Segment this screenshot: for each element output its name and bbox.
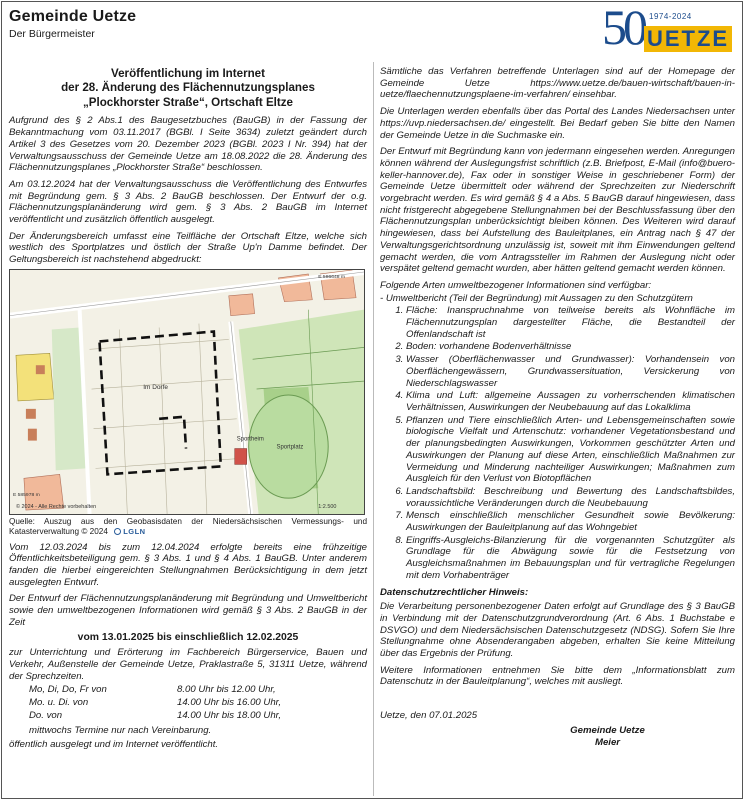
paragraph: Sämtliche das Verfahren betreffende Unterlagen sind auf der Homepage der Gemeinde Uetze https://www.uetze.de/bauen-wirtschaft/bauen-in-uetze/flaechennutzungsplaene-im-verfahren/ einsehbar. bbox=[380, 66, 735, 101]
map-source-text: Quelle: Auszug aus den Geobasisdaten der Niedersächsischen Vermessungs- und Katasterverwaltung bbox=[9, 516, 367, 536]
hours-time: 8.00 Uhr bis 12.00 Uhr, bbox=[177, 684, 276, 696]
lgln-text: LGLN bbox=[123, 526, 146, 536]
paragraph: Die Verarbeitung personenbezogener Daten erfolgt auf Grundlage des § 3 BauGB in Verbindung mit der Datenschutzgrundverordnung (Art. 6 Abs. 1 Buchstabe e DSVGO) und dem Niedersächsischen Datenschutzgesetz (NDSG). Sofern Sie Ihre Stellungnahme ohne Absenderangaben abgeben, erhalten Sie keine Mitteilung über das Ergebnis der Prüfung. bbox=[380, 601, 735, 660]
list-item: 3. Wasser (Oberflächenwasser und Grundwasser): Vorhandensein von Oberflächengewässern, Grundwassersituation, Versickerung von Niederschlagswasser bbox=[406, 354, 735, 389]
privacy-heading: Datenschutzrechtlicher Hinweis: bbox=[380, 586, 529, 598]
list-item: 5. Pflanzen und Tiere einschließlich Arten- und Lebensgemeinschaften sowie biologische Vielfalt und Artenschutz: vorhandener Vegetationsbestand und der planungsbedingten Auswirkungen, Vorkommen geschützter Arten und Auswirkungen der Planung auf diese Arten, einschließlich Maßnahmen zur Vermeidung und Minderung nachteiliger Auswirkungen; Maßnahmen zum Ausgleich für den Verlust von Biotopflächen bbox=[406, 415, 735, 485]
map-label-sportplatz: Sportplatz bbox=[276, 444, 304, 451]
area-map bbox=[9, 269, 365, 515]
signature-name: Meier bbox=[594, 736, 621, 748]
uetze-logo bbox=[602, 0, 734, 58]
map-drawing bbox=[10, 270, 364, 514]
hours-time: 14.00 Uhr bis 18.00 Uhr, bbox=[177, 710, 281, 722]
map-label-sportheim: Sportheim bbox=[236, 436, 264, 443]
date-line: Uetze, den 07.01.2025 bbox=[380, 710, 478, 722]
list-item: 7. Mensch einschließlich menschlicher Gesundheit sowie Bevölkerung: Auswirkungen der Bauleitplanung auf das Wohngebiet bbox=[406, 510, 735, 533]
logo-years: 1974-2024 bbox=[649, 12, 692, 21]
paragraph: Vom 12.03.2024 bis zum 12.04.2024 erfolgte bereits eine frühzeitige Öffentlichkeitsbeteiligung gem. § 3 Abs. 1 und § 4 Abs. 1 BauGB. Unter anderem fanden die hierbei eingereichten Stellungnahmen Berücksichtigung in dem jetzt ausgelegten Entwurf. bbox=[9, 541, 367, 588]
hours-days: Mo, Di, Do, Fr von bbox=[29, 684, 107, 696]
office-hours-table bbox=[29, 684, 337, 723]
title-line-2: der 28. Änderung des Flächennutzungsplanes bbox=[61, 81, 315, 95]
map-copyright: © 2024 - Alle Rechte vorbehalten bbox=[15, 503, 97, 510]
paragraph: Die Unterlagen werden ebenfalls über das Portal des Landes Niedersachsen unter https://uvp.niedersachsen.de/ eingestellt. Bei Bedarf geben Sie bitte den Namen der Gemeinde Uetze in die Suchmaske ein. bbox=[380, 106, 735, 141]
logo-number: 50 bbox=[602, 0, 644, 55]
right-column bbox=[380, 66, 735, 748]
notice-title bbox=[9, 67, 367, 110]
period-highlight: vom 13.01.2025 bis einschließlich 12.02.2025 bbox=[77, 631, 299, 643]
map-coordinate: E 585978 m bbox=[12, 493, 40, 499]
lgln-logo bbox=[114, 527, 145, 536]
paragraph: - Umweltbericht (Teil der Begründung) mit Aussagen zu den Schutzgütern bbox=[380, 292, 693, 304]
map-label-village: Im Dorfe bbox=[143, 383, 168, 391]
map-coordinate: E 586648 m bbox=[318, 274, 346, 280]
hours-row bbox=[29, 710, 337, 723]
hours-time: 14.00 Uhr bis 16.00 Uhr, bbox=[177, 697, 281, 709]
paragraph: öffentlich ausgelegt und im Internet veröffentlicht. bbox=[9, 738, 219, 750]
title-line-3: „Plockhorster Straße“, Ortschaft Eltze bbox=[82, 95, 294, 109]
paragraph: Der Änderungsbereich umfasst eine Teilfläche der Ortschaft Eltze, welche sich westlich des Sportplatzes und östlich der Straße Up'n Damme befindet. Der Geltungsbereich ist nachstehend abgedruckt: bbox=[9, 230, 367, 266]
list-item: 1. Fläche: Inanspruchnahme von teilweise bereits als Wohnfläche im Flächennutzungsplan dargestellter Fläche, die Bestandteil der Offenlandschaft ist bbox=[406, 305, 735, 340]
list-item: 8. Eingriffs-Ausgleichs-Bilanzierung für die vorgenannten Schutzgüter als Grundlage für die Abwägung sowie für die Festsetzung von Ausgleichsmaßnahmen im Bebauungsplan und für vertragliche Regelungen mit dem Vorhabenträger bbox=[406, 535, 735, 582]
list-item: 2. Boden: vorhandene Bodenverhältnisse bbox=[406, 341, 735, 353]
paragraph: Der Entwurf der Flächennutzungsplanänderung mit Begründung und Umweltbericht sowie den umweltbezogenen Informationen wird gemäß § 3 Abs. 2 BauGB in der Zeit bbox=[9, 593, 367, 628]
signature-org: Gemeinde Uetze bbox=[570, 724, 645, 736]
wednesday-note: mittwochs Termine nur nach Vereinbarung. bbox=[29, 725, 212, 737]
paragraph: Aufgrund des § 2 Abs.1 des Baugesetzbuches (BauGB) in der Fassung der Bekanntmachung vom 03.11.2017 (BGBl. I Seite 3634) zuletzt geändert durch Artikel 3 des Gesetzes vom 20. Dezember 2023 (BGBl. 2023 I Nr. 394) hat der Verwaltungsausschuss der Gemeinde Uetze am 18.08.2022 die 28. Änderung des Flächennutzungsplanes „Plockhorster Straße“ beschlossen. bbox=[9, 115, 367, 174]
environment-list bbox=[406, 305, 735, 581]
left-column bbox=[9, 66, 367, 756]
hours-row bbox=[29, 684, 337, 697]
paragraph: Der Entwurf mit Begründung kann von jedermann eingesehen werden. Anregungen können während der Auslegungsfrist schriftlich (z.B. Briefpost, E-Mail (info@buero-keller-hannover.de), Fax oder in sonstiger Weise in geschriebener Form) der Gemeinde Uetze übermittelt oder während der Sprechzeiten zur Niederschrift vorgebracht werden. Es wird gemäß § 4 a Abs. 5 BauGB darauf hingewiesen, dass nicht fristgerecht abgegebene Stellungnahmen bei der Beschlussfassung über den Flächennutzungsplan unberücksichtigt bleiben können. Des Weiteren wird darauf hingewiesen, dass bei Aufstellung des Bauleitplanes, ein Antrag nach § 47 der Verwaltungsgerichtsordnung unzulässig ist, soweit mit ihm Einwendungen geltend gemacht werden, die vom Antragssteller im Rahmen der Auslegung nicht oder verspätet geltend gemacht wurden, aber hätten geltend gemacht werden können. bbox=[380, 146, 735, 275]
paragraph: Weitere Informationen entnehmen Sie bitte dem „Informationsblatt zum Datenschutz in der Bauleitplanung“, welches mit ausliegt. bbox=[380, 664, 735, 688]
map-source-year: © 2024 bbox=[81, 526, 108, 536]
hours-days: Do. von bbox=[29, 710, 63, 722]
map-scale: 1:2.500 bbox=[318, 503, 337, 510]
paragraph: Am 03.12.2024 hat der Verwaltungsausschuss die Veröffentlichung des Entwurfes mit Begründung gem. § 3 Abs. 2 BauGB beschlossen. Der Entwurf der o.g. Flächennutzungsplanänderung wird gem. § 3 Abs. 2 BauGB im Internet veröffentlicht und zusätzlich öffentlich ausgelegt. bbox=[9, 178, 367, 226]
logo-name: UETZE bbox=[644, 26, 732, 52]
list-item: 4. Klima und Luft: allgemeine Aussagen zu vorherrschenden klimatischen Verhältnissen, Auswirkungen der Neubebauung auf das Lokalklima bbox=[406, 390, 735, 413]
paragraph: Folgende Arten umweltbezogener Informationen sind verfügbar: bbox=[380, 279, 652, 291]
header bbox=[9, 7, 136, 40]
column-divider bbox=[373, 62, 374, 796]
hours-row bbox=[29, 697, 337, 710]
map-source bbox=[9, 517, 367, 537]
org-name: Gemeinde Uetze bbox=[9, 8, 137, 25]
hours-days: Mo. u. Di. von bbox=[29, 697, 89, 709]
list-item: 6. Landschaftsbild: Beschreibung und Bewertung des Landschaftsbildes, voraussichtliche Veränderungen durch die Neubebauung bbox=[406, 486, 735, 509]
org-sub: Der Bürgermeister bbox=[9, 27, 95, 40]
title-line-1: Veröffentlichung im Internet bbox=[111, 67, 265, 80]
paragraph: zur Unterrichtung und Erörterung im Fachbereich Bürgerservice, Bauen und Verkehr, Außenstelle der Gemeinde Uetze, Praklastraße 5, 31311 Uetze, während der Sprechzeiten. bbox=[9, 647, 367, 682]
lgln-icon bbox=[114, 528, 121, 535]
